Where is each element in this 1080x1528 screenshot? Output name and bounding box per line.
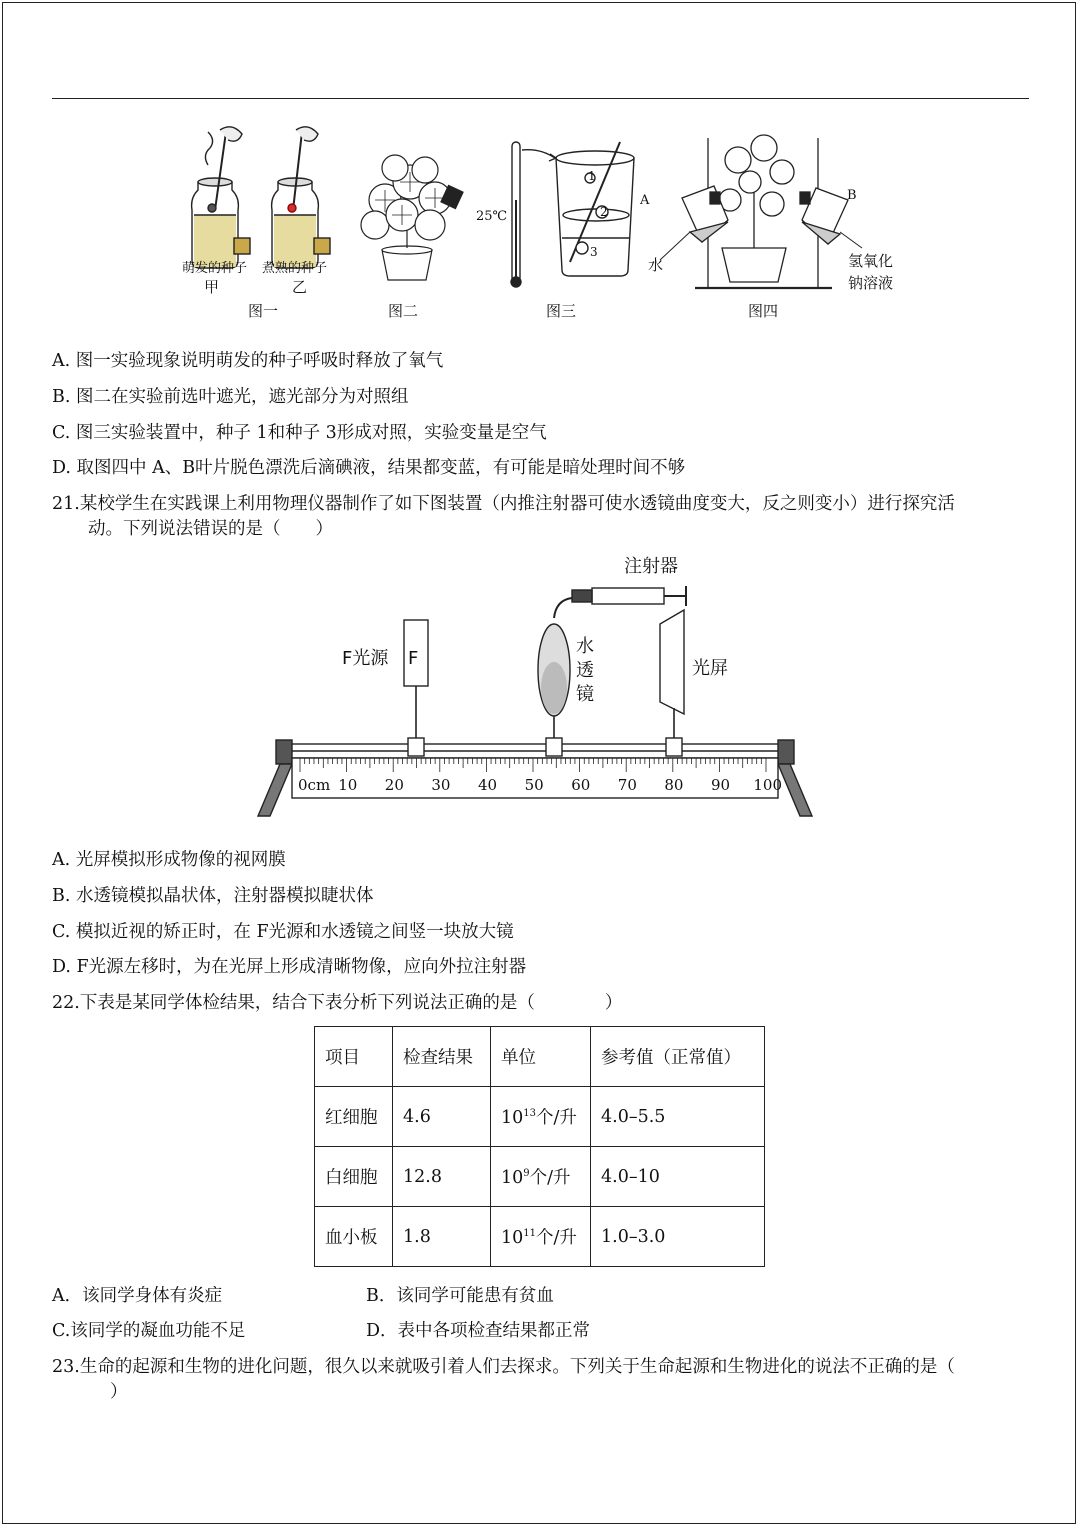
- fig3-seed-1: 1: [588, 169, 596, 183]
- q20-option-a: A. 图一实验现象说明萌发的种子呼吸时释放了氧气: [52, 351, 444, 371]
- q23-stem-line1: 23.生命的起源和生物的进化问题，很久以来就吸引着人们去探求。下列关于生命起源和生物进化的说法不正确的是（: [52, 1357, 955, 1377]
- table-header-row: [315, 1027, 765, 1087]
- row-unit: [491, 1087, 591, 1147]
- lens-label-3: 镜: [576, 684, 594, 705]
- row-item: 红细胞: [315, 1087, 393, 1147]
- ruler-label: 90: [711, 776, 731, 794]
- header-unit: 单位: [491, 1027, 591, 1087]
- unit-rest: 个/升: [536, 1228, 577, 1248]
- q20-option-c: C. 图三实验装置中，种子 1和种子 3形成对照，实验变量是空气: [52, 423, 547, 443]
- q21-option-c: C. 模拟近视的矫正时，在 F光源和水透镜之间竖一块放大镜: [52, 922, 514, 942]
- row-result: 1.8: [393, 1207, 491, 1267]
- q23-stem-line2: ）: [110, 1382, 128, 1402]
- row-result: 4.6: [393, 1087, 491, 1147]
- syringe-barrel: [592, 588, 664, 604]
- table-row: [315, 1147, 765, 1207]
- unit-base: 10: [501, 1228, 524, 1248]
- ruler-label: 100: [753, 776, 783, 794]
- fig4-caption: 图四: [748, 302, 779, 320]
- q20-option-d: D. 取图四中 A、B叶片脱色漂洗后滴碘液，结果都变蓝，有可能是暗处理时间不够: [52, 458, 686, 478]
- q20-option-b: B. 图二在实验前选叶遮光，遮光部分为对照组: [52, 387, 409, 407]
- header-result: 检查结果: [393, 1027, 491, 1087]
- figure-4: [660, 135, 862, 288]
- q21-option-d: D. F光源左移时，为在光屏上形成清晰物像，应向外拉注射器: [52, 957, 527, 977]
- syringe-label: 注射器: [624, 556, 678, 577]
- fig4-water: 水: [648, 256, 664, 274]
- header-reference: 参考值（正常值）: [591, 1027, 765, 1087]
- q22-option-d: D．表中各项检查结果都正常: [366, 1321, 591, 1341]
- ruler-label: 60: [571, 776, 591, 794]
- row-ref: 4.0–10: [591, 1147, 765, 1207]
- row-unit: [491, 1147, 591, 1207]
- row-ref: 4.0–5.5: [591, 1087, 765, 1147]
- row-item: 白细胞: [315, 1147, 393, 1207]
- ruler-label: 0cm: [298, 776, 331, 794]
- fig3-seed-2: 2: [600, 205, 608, 219]
- fig3-caption: 图三: [546, 302, 577, 320]
- unit-base: 10: [501, 1108, 524, 1128]
- unit-rest: 个/升: [529, 1168, 571, 1188]
- unit-exp: 13: [523, 1108, 537, 1120]
- fig1-caption: 图一: [248, 302, 279, 320]
- ruler-label: 30: [431, 776, 451, 794]
- q22-option-b: B．该同学可能患有贫血: [366, 1286, 554, 1306]
- row-item: 血小板: [315, 1207, 393, 1267]
- exam-results-table: [314, 1026, 765, 1267]
- q21-stem-line2: 动。下列说法错误的是（ ）: [88, 519, 333, 539]
- experiment-figures: [150, 120, 930, 325]
- table-row: [315, 1207, 765, 1267]
- fig1-sub-b: 乙: [292, 278, 308, 296]
- ruler-label: 80: [664, 776, 684, 794]
- fig4-naoh-line2: 钠溶液: [848, 274, 894, 292]
- row-unit: [491, 1207, 591, 1267]
- f-letter: F: [408, 648, 419, 669]
- unit-base: 10: [501, 1168, 524, 1188]
- q22-option-c: C.该同学的凝血功能不足: [52, 1321, 246, 1341]
- fig3-seed-3: 3: [590, 245, 598, 259]
- figure-1: [192, 127, 330, 268]
- lens-label-1: 水: [576, 636, 594, 657]
- q21-option-b: B. 水透镜模拟晶状体，注射器模拟睫状体: [52, 886, 374, 906]
- ruler-label: 20: [384, 776, 404, 794]
- unit-rest: 个/升: [536, 1108, 577, 1128]
- fig3-temperature: 25℃: [476, 209, 508, 224]
- ruler-label: 40: [478, 776, 498, 794]
- ruler-label: 70: [617, 776, 637, 794]
- ruler-label: 50: [524, 776, 544, 794]
- row-result: 12.8: [393, 1147, 491, 1207]
- fig1-label-a: 萌发的种子: [182, 261, 248, 276]
- ruler-label: 10: [338, 776, 358, 794]
- header-item: 项目: [315, 1027, 393, 1087]
- fig4-label-a: A: [640, 193, 650, 208]
- figure-3: [511, 142, 634, 287]
- lens-label-2: 透: [576, 660, 594, 681]
- q21-option-a: A. 光屏模拟形成物像的视网膜: [52, 850, 286, 870]
- header-rule: [52, 98, 1029, 99]
- unit-exp: 11: [523, 1228, 537, 1240]
- q21-stem-line1: 21.某校学生在实践课上利用物理仪器制作了如下图装置（内推注射器可使水透镜曲度变大，反之则变小）进行探究活: [52, 494, 955, 514]
- table-row: [315, 1087, 765, 1147]
- row-ref: 1.0–3.0: [591, 1207, 765, 1267]
- light-source-label: F光源: [342, 648, 389, 669]
- light-screen: [660, 610, 684, 714]
- figure-2: [361, 155, 463, 280]
- fig2-caption: 图二: [388, 302, 419, 320]
- screen-label: 光屏: [692, 658, 728, 679]
- q22-option-a: A．该同学身体有炎症: [52, 1286, 223, 1306]
- fig4-naoh-line1: 氢氧化: [848, 252, 894, 270]
- fig4-label-b: B: [847, 188, 857, 203]
- fig1-label-b: 煮熟的种子: [262, 261, 328, 276]
- q22-stem: 22.下表是某同学体检结果，结合下表分析下列说法正确的是（ ）: [52, 993, 623, 1013]
- unit-exp: 9: [523, 1168, 530, 1180]
- optical-bench-figure: [250, 548, 830, 820]
- fig1-sub-a: 甲: [204, 278, 220, 296]
